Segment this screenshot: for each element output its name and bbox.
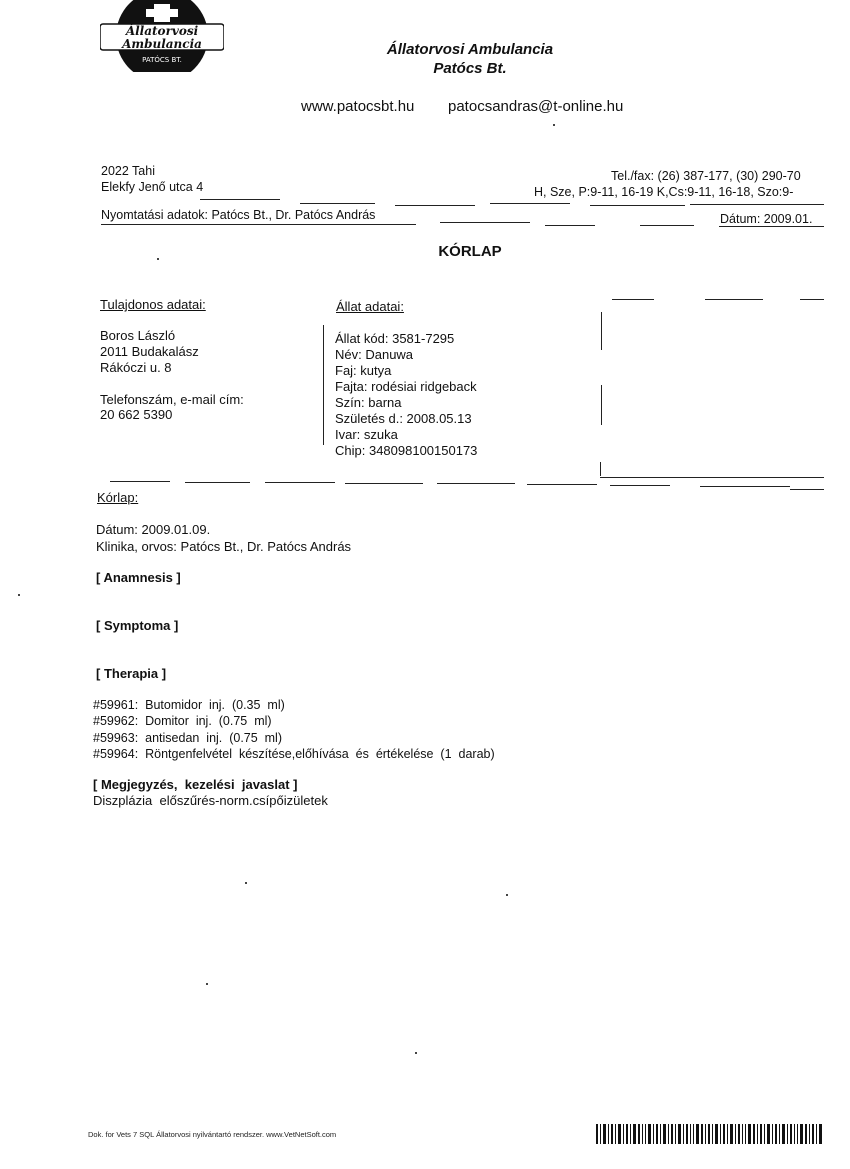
animal-code: Állat kód: 3581-7295 — [335, 331, 455, 346]
animal-chip: Chip: 348098100150173 — [335, 443, 478, 458]
animal-breed: Fajta: rodésiai ridgeback — [335, 379, 477, 394]
opening-hours: H, Sze, P:9-11, 16-19 K,Cs:9-11, 16-18, Szo:9- — [534, 185, 794, 199]
animal-species: Faj: kutya — [335, 363, 392, 378]
section-anamnesis: [ Anamnesis ] — [96, 570, 181, 585]
record-date: Dátum: 2009.01.09. — [96, 522, 211, 537]
therapy-item: #59964: Röntgenfelvétel készítése,előhívása és értékelése (1 darab) — [93, 747, 495, 761]
logo-bottom: PATÓCS BT. — [142, 56, 182, 64]
owner-heading: Tulajdonos adatai: — [100, 297, 206, 312]
owner-name: Boros László — [100, 328, 176, 343]
clinic-phone: Tel./fax: (26) 387-177, (30) 290-70 — [611, 169, 801, 183]
clinic-address-street: Elekfy Jenő utca 4 — [101, 180, 204, 194]
record-heading: Kórlap: — [97, 490, 139, 505]
section-note: [ Megjegyzés, kezelési javaslat ] — [93, 777, 298, 792]
clinic-logo — [100, 0, 224, 72]
therapy-item: #59963: antisedan inj. (0.75 ml) — [93, 731, 283, 745]
print-date: Dátum: 2009.01. — [720, 212, 813, 226]
clinic-title: Állatorvosi Ambulancia — [386, 41, 554, 58]
owner-phone: 20 662 5390 — [100, 407, 173, 422]
section-therapia: [ Therapia ] — [96, 666, 167, 681]
website-link[interactable]: www.patocsbt.hu — [301, 98, 415, 115]
animal-name: Név: Danuwa — [335, 347, 414, 362]
owner-city: 2011 Budakalász — [100, 344, 199, 359]
owner-contact-label: Telefonszám, e-mail cím: — [100, 392, 244, 407]
therapy-item: #59961: Butomidor inj. (0.35 ml) — [93, 698, 285, 712]
clinic-subtitle: Patócs Bt. — [433, 60, 507, 77]
animal-color: Szín: barna — [335, 395, 402, 410]
therapy-item: #59962: Domitor inj. (0.75 ml) — [93, 714, 272, 728]
note-text: Diszplázia előszűrés-norm.csípőizületek — [93, 793, 328, 808]
barcode-icon — [596, 1124, 824, 1144]
animal-birth: Születés d.: 2008.05.13 — [335, 411, 472, 426]
owner-street: Rákóczi u. 8 — [100, 360, 172, 375]
record-clinic: Klinika, orvos: Patócs Bt., Dr. Patócs András — [96, 539, 352, 554]
print-info: Nyomtatási adatok: Patócs Bt., Dr. Patócs András — [101, 208, 376, 222]
document-title: KÓRLAP — [438, 243, 502, 260]
clinic-address-city: 2022 Tahi — [101, 164, 155, 178]
footer-text: Dok. for Vets 7 SQL Állatorvosi nyilvántartó rendszer. www.VetNetSoft.com — [88, 1130, 337, 1139]
logo-line1: Állatorvosi — [125, 24, 199, 38]
animal-heading: Állat adatai: — [336, 299, 404, 314]
animal-sex: Ivar: szuka — [335, 427, 398, 442]
section-symptoma: [ Symptoma ] — [96, 618, 179, 633]
logo-line2: Ambulancia — [122, 37, 202, 51]
email-link[interactable]: patocsandras@t-online.hu — [448, 98, 624, 115]
